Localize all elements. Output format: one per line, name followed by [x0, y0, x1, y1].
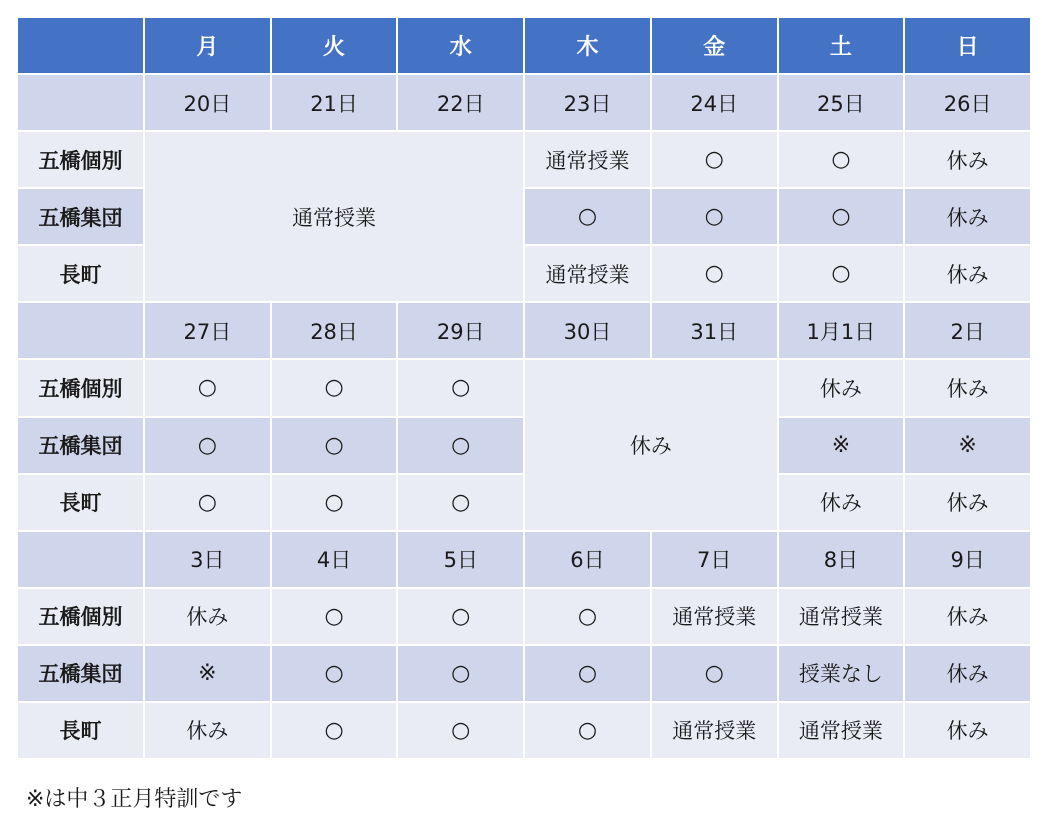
schedule-cell: ○ [779, 246, 904, 301]
week2-date: 2日 [905, 303, 1030, 358]
schedule-cell: 通常授業 [525, 132, 650, 187]
week1-date: 21日 [272, 75, 397, 130]
schedule-cell: ○ [398, 703, 523, 758]
schedule-cell: 授業なし [779, 646, 904, 701]
row-label-gobashi-kobetsu: 五橋個別 [18, 589, 143, 644]
week3-date: 7日 [652, 532, 777, 587]
week1-date: 25日 [779, 75, 904, 130]
week2-date: 30日 [525, 303, 650, 358]
schedule-cell: ○ [398, 646, 523, 701]
schedule-cell: ○ [779, 132, 904, 187]
schedule-cell: ○ [525, 189, 650, 244]
week3-date: 6日 [525, 532, 650, 587]
schedule-cell: ○ [652, 132, 777, 187]
week1-date: 23日 [525, 75, 650, 130]
day-header-mon: 月 [145, 18, 270, 73]
schedule-table [18, 18, 1030, 758]
day-header-tue: 火 [272, 18, 397, 73]
schedule-cell: ○ [525, 646, 650, 701]
schedule-cell: 休み [905, 246, 1030, 301]
schedule-cell: ○ [652, 646, 777, 701]
schedule-cell: ○ [779, 189, 904, 244]
schedule-cell: ○ [145, 360, 270, 415]
schedule-cell: ○ [145, 418, 270, 473]
schedule-cell: ○ [272, 589, 397, 644]
schedule-cell: 休み [779, 475, 904, 530]
row-label-gobashi-shudan: 五橋集団 [18, 418, 143, 473]
schedule-cell: ○ [272, 703, 397, 758]
schedule-cell: ○ [398, 360, 523, 415]
schedule-cell: ○ [272, 360, 397, 415]
schedule-cell: 休み [905, 475, 1030, 530]
schedule-cell: 休み [905, 646, 1030, 701]
week3-date-corner [18, 532, 143, 587]
schedule-cell: ○ [525, 703, 650, 758]
schedule-cell: 休み [905, 703, 1030, 758]
schedule-cell: ○ [145, 475, 270, 530]
schedule-cell: ○ [272, 475, 397, 530]
schedule-cell: 休み [905, 132, 1030, 187]
schedule-cell: 通常授業 [652, 589, 777, 644]
schedule-cell: ○ [525, 589, 650, 644]
week2-date-corner [18, 303, 143, 358]
schedule-cell: ○ [272, 646, 397, 701]
week3-date: 3日 [145, 532, 270, 587]
week1-date: 20日 [145, 75, 270, 130]
week1-date-corner [18, 75, 143, 130]
week3-date: 8日 [779, 532, 904, 587]
day-header-sun: 日 [905, 18, 1030, 73]
week3-date: 4日 [272, 532, 397, 587]
day-header-thu: 木 [525, 18, 650, 73]
day-header-fri: 金 [652, 18, 777, 73]
row-label-gobashi-kobetsu: 五橋個別 [18, 360, 143, 415]
week3-date: 9日 [905, 532, 1030, 587]
row-label-gobashi-shudan: 五橋集団 [18, 189, 143, 244]
week1-date: 24日 [652, 75, 777, 130]
schedule-cell: ※ [905, 418, 1030, 473]
week2-date: 27日 [145, 303, 270, 358]
row-label-nagamachi: 長町 [18, 246, 143, 301]
footnote: ※は中３正月特訓です [26, 787, 243, 812]
schedule-cell: ○ [652, 246, 777, 301]
schedule-cell: 休み [779, 360, 904, 415]
schedule-cell: ○ [398, 418, 523, 473]
week2-date: 31日 [652, 303, 777, 358]
schedule-cell: 休み [905, 189, 1030, 244]
schedule-cell: ○ [272, 418, 397, 473]
merged-cell-regular-class: 通常授業 [145, 132, 523, 301]
schedule-cell: 休み [905, 589, 1030, 644]
week2-date: 1月1日 [779, 303, 904, 358]
schedule-cell: ※ [145, 646, 270, 701]
week1-date: 22日 [398, 75, 523, 130]
header-corner [18, 18, 143, 73]
day-header-wed: 水 [398, 18, 523, 73]
schedule-cell: 休み [905, 360, 1030, 415]
day-header-sat: 土 [779, 18, 904, 73]
schedule-cell: ※ [779, 418, 904, 473]
schedule-cell: 休み [145, 589, 270, 644]
schedule-cell: ○ [398, 475, 523, 530]
week1-date: 26日 [905, 75, 1030, 130]
schedule-cell: ○ [652, 189, 777, 244]
schedule-cell: 通常授業 [779, 589, 904, 644]
row-label-nagamachi: 長町 [18, 475, 143, 530]
schedule-cell: 休み [145, 703, 270, 758]
schedule-cell: 通常授業 [525, 246, 650, 301]
schedule-cell: 通常授業 [779, 703, 904, 758]
schedule-cell: ○ [398, 589, 523, 644]
week2-date: 28日 [272, 303, 397, 358]
row-label-nagamachi: 長町 [18, 703, 143, 758]
week3-date: 5日 [398, 532, 523, 587]
schedule-cell: 通常授業 [652, 703, 777, 758]
week2-date: 29日 [398, 303, 523, 358]
row-label-gobashi-kobetsu: 五橋個別 [18, 132, 143, 187]
merged-cell-holiday: 休み [525, 360, 776, 529]
row-label-gobashi-shudan: 五橋集団 [18, 646, 143, 701]
